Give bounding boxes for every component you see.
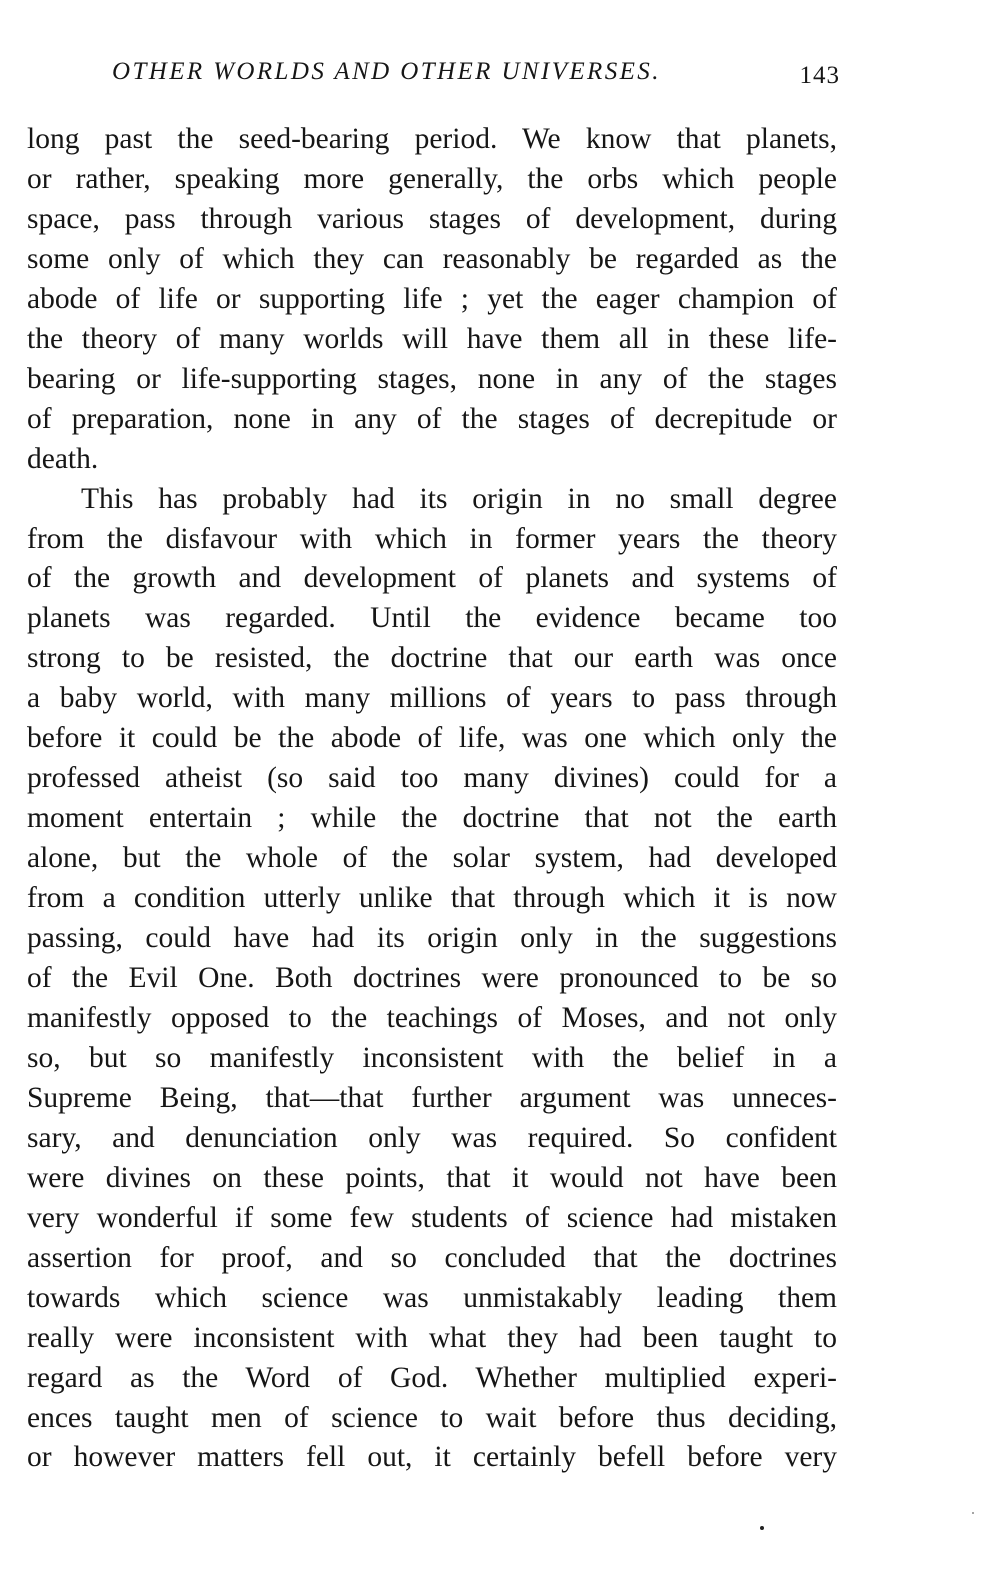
text-line: alone, but the whole of the solar system, had developed [27,842,837,875]
page-number: 143 [799,62,840,89]
text-line: manifestly opposed to the teachings of Moses, and not only [27,1001,837,1034]
text-line: strong to be resisted, the doctrine that our earth was once [27,642,837,675]
text-line: really were inconsistent with what they had been taught to [27,1321,837,1354]
text-line: or rather, speaking more generally, the orbs which people [27,162,837,195]
text-line: This has probably had its origin in no small degree [81,482,837,515]
text-line: sary, and denunciation only was required. So confident [27,1121,837,1154]
text-line: a baby world, with many millions of years to pass through [27,682,837,715]
text-line: towards which science was unmistakably leading them [27,1281,837,1314]
running-header [112,58,840,98]
text-line: bearing or life-supporting stages, none in any of the stages [27,362,837,395]
text-line: of preparation, none in any of the stages of decrepitude or [27,402,837,435]
text-line: professed atheist (so said too many divines) could for a [27,762,837,795]
text-line: so, but so manifestly inconsistent with the belief in a [27,1041,837,1074]
text-line: Supreme Being, that—that further argument was unneces- [27,1081,837,1114]
text-line: or however matters fell out, it certainly befell before very [27,1441,837,1474]
text-line: long past the seed-bearing period. We know that planets, [27,123,837,155]
text-line: very wonderful if some few students of science had mistaken [27,1201,837,1234]
text-line: assertion for proof, and so concluded that the doctrines [27,1241,837,1274]
text-line: from a condition utterly unlike that through which it is now [27,882,837,915]
text-line: of the growth and development of planets and systems of [27,562,837,595]
text-line: of the Evil One. Both doctrines were pronounced to be so [27,962,837,995]
body-text [27,120,837,1478]
text-line: passing, could have had its origin only in the suggestions [27,922,837,955]
text-line: some only of which they can reasonably be regarded as the [27,242,837,275]
text-line: space, pass through various stages of development, during [27,202,837,235]
text-line: abode of life or supporting life ; yet the eager champion of [27,282,837,315]
ink-speck [972,1512,974,1514]
text-line: ences taught men of science to wait before thus deciding, [27,1401,837,1434]
ink-speck [760,1526,764,1530]
text-line: were divines on these points, that it would not have been [27,1161,837,1194]
text-line: the theory of many worlds will have them all in these life- [27,322,837,355]
text-line: planets was regarded. Until the evidence became too [27,602,837,635]
text-line: moment entertain ; while the doctrine that not the earth [27,802,837,835]
text-line: before it could be the abode of life, was one which only the [27,722,837,755]
running-title: OTHER WORLDS AND OTHER UNIVERSES. [112,58,661,85]
text-line: death. [27,442,99,475]
text-line: regard as the Word of God. Whether multiplied experi- [27,1361,837,1394]
text-line: from the disfavour with which in former years the theory [27,522,837,555]
